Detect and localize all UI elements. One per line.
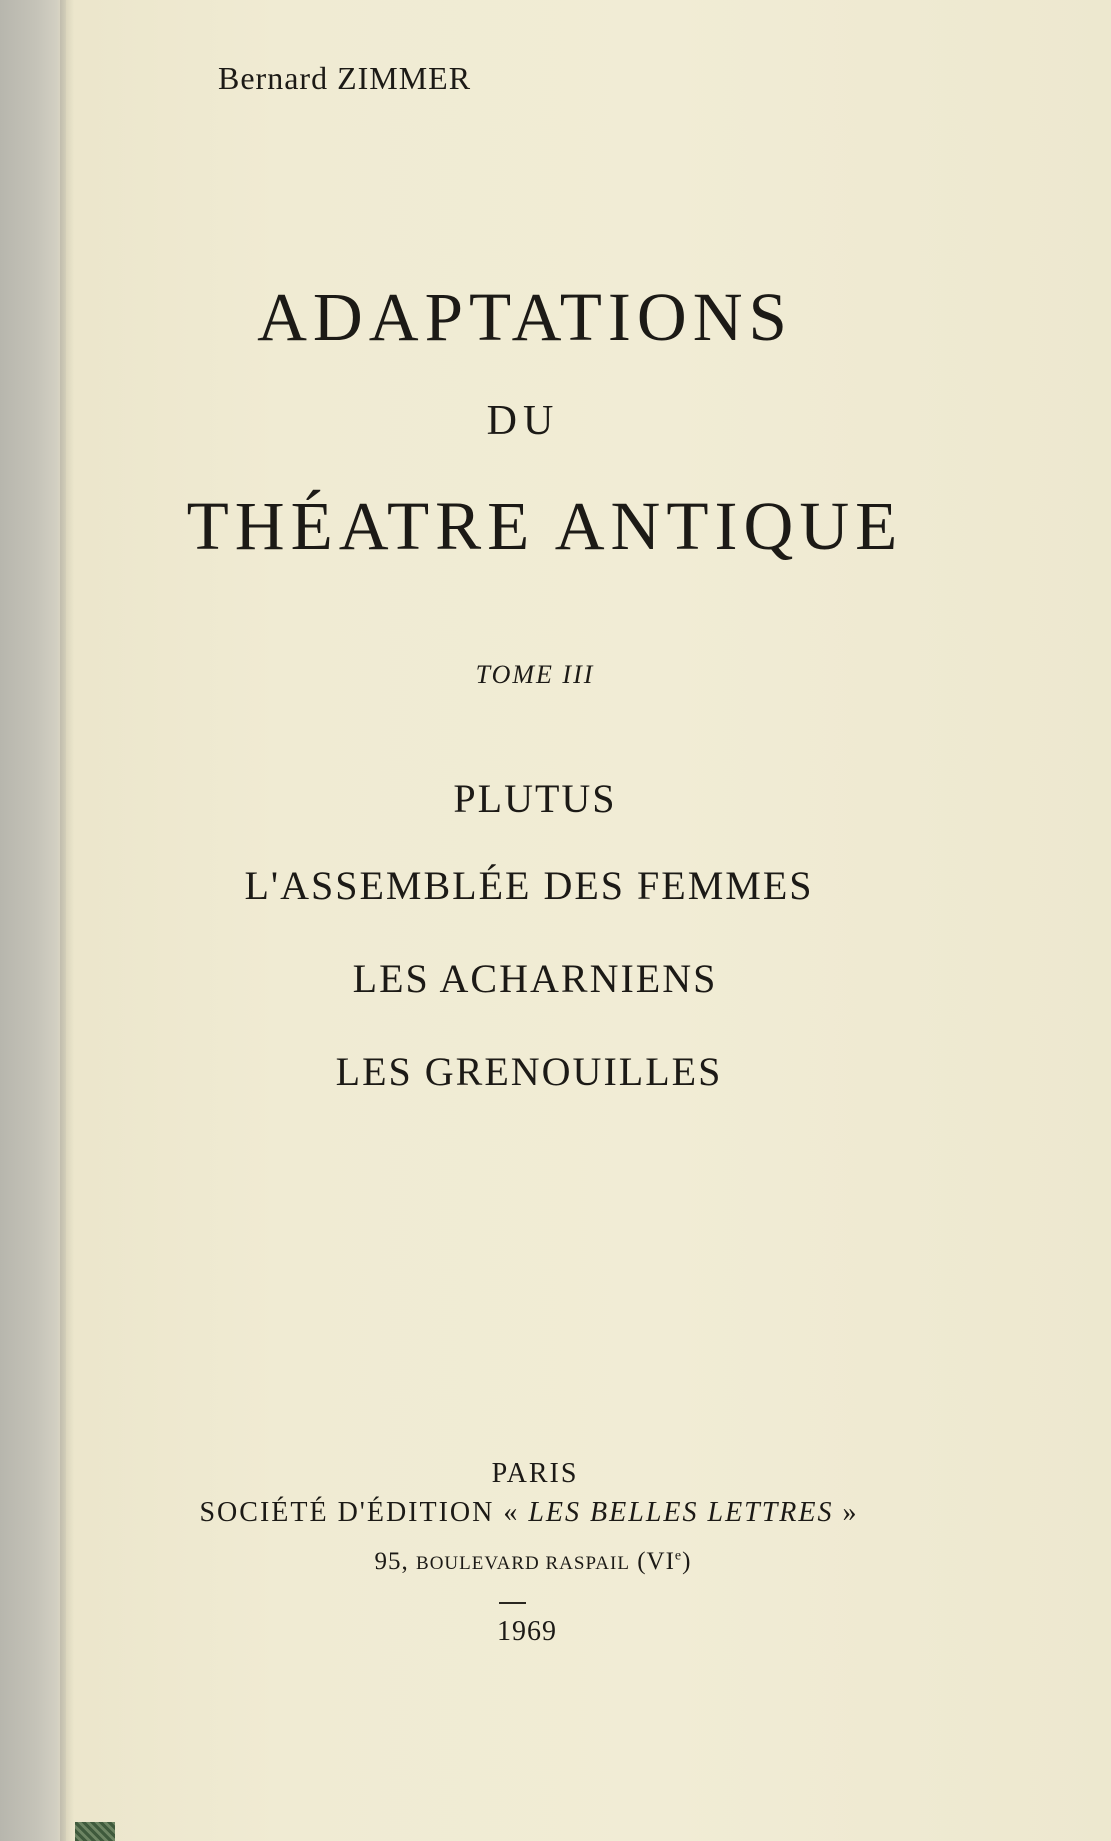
address-district-close: ) bbox=[682, 1548, 692, 1575]
imprint-city: PARIS bbox=[491, 1458, 579, 1489]
volume-number: TOME III bbox=[475, 660, 595, 689]
imprint-publisher bbox=[14, 1497, 1044, 1529]
bookmark-ribbon bbox=[75, 1822, 115, 1841]
publisher-name: LES BELLES LETTRES bbox=[528, 1497, 834, 1528]
play-title: PLUTUS bbox=[453, 776, 617, 821]
address-street: BOULEVARD RASPAIL bbox=[416, 1553, 630, 1574]
author-first-name: Bernard bbox=[218, 60, 329, 96]
address-district bbox=[637, 1548, 691, 1575]
publication-year: 1969 bbox=[497, 1616, 557, 1647]
publisher-suffix: » bbox=[842, 1497, 859, 1528]
publisher-prefix: SOCIÉTÉ D'ÉDITION « bbox=[199, 1497, 520, 1528]
address-number: 95, bbox=[374, 1548, 409, 1575]
title-line-3: THÉATRE ANTIQUE bbox=[186, 488, 904, 564]
title-line-2: DU bbox=[486, 398, 560, 444]
play-title: L'ASSEMBLÉE DES FEMMES bbox=[244, 863, 814, 908]
address-district-text: (VI bbox=[637, 1548, 675, 1575]
author-last-name: ZIMMER bbox=[337, 60, 472, 96]
imprint-address bbox=[18, 1548, 1048, 1576]
address-district-superscript: e bbox=[674, 1548, 683, 1564]
title-line-1: ADAPTATIONS bbox=[257, 279, 793, 355]
play-title: LES ACHARNIENS bbox=[352, 956, 718, 1001]
play-title: LES GRENOUILLES bbox=[335, 1049, 723, 1094]
author-name bbox=[218, 60, 471, 97]
divider-rule bbox=[499, 1602, 526, 1604]
